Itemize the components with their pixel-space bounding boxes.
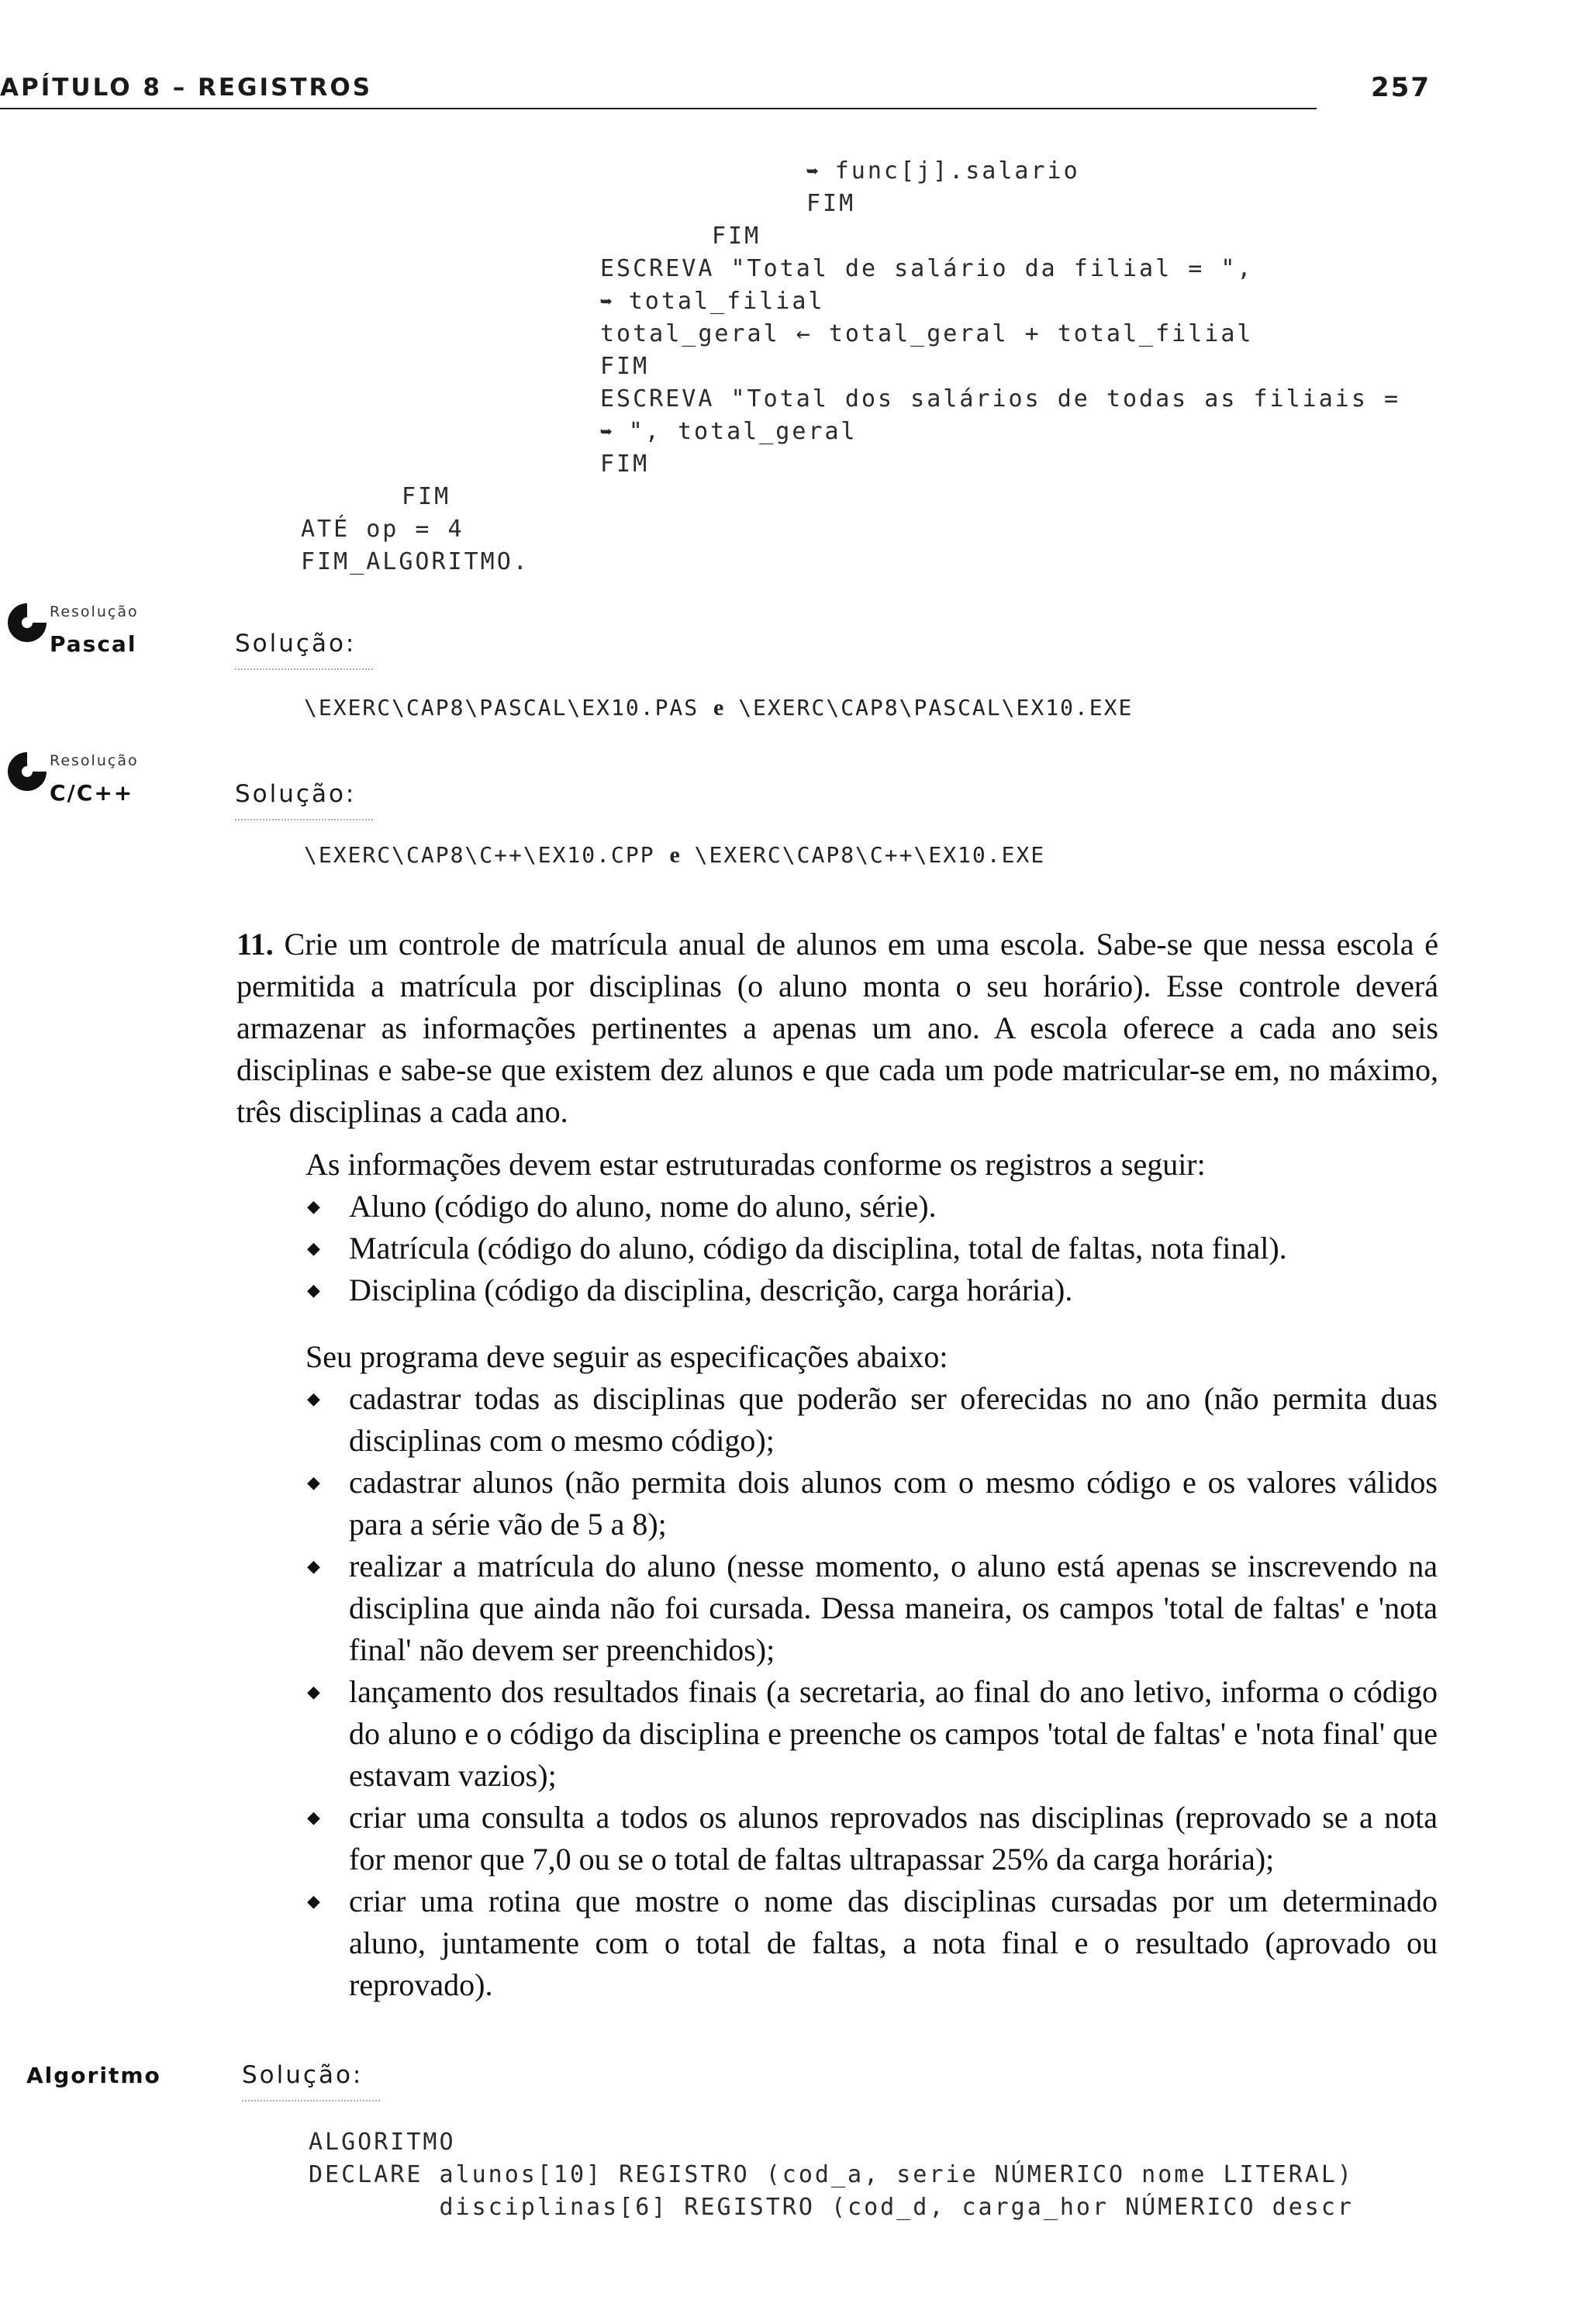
list-item: ◆ Disciplina (código da disciplina, descrição, carga horária). bbox=[306, 1269, 1438, 1311]
code-line: ESCREVA "Total de salário da filial = ", bbox=[600, 255, 1254, 282]
page-number: 257 bbox=[1371, 72, 1431, 103]
solution-underline bbox=[235, 819, 373, 820]
resolution-language-label: Pascal bbox=[50, 631, 137, 657]
spec-intro: Seu programa deve seguir as especificações abaixo: bbox=[306, 1339, 948, 1374]
code-line: FIM bbox=[600, 353, 650, 380]
disk-icon bbox=[6, 602, 48, 644]
code-line: FIM bbox=[806, 190, 856, 217]
code-line: ➥ ", total_geral bbox=[600, 418, 858, 445]
header-rule bbox=[0, 108, 1317, 109]
file-paths: \EXERC\CAP8\C++\EX10.CPP e \EXERC\CAP8\C++\EX10.EXE bbox=[304, 842, 1046, 868]
code-line: disciplinas[6] REGISTRO (cod_d, carga_hor NÚMERICO descr bbox=[309, 2194, 1354, 2221]
solution-label: Solução: bbox=[242, 2061, 364, 2089]
resolution-language-label: Algoritmo bbox=[26, 2063, 161, 2088]
solution-underline bbox=[235, 668, 373, 670]
list-item: ◆ criar uma consulta a todos os alunos reprovados nas disciplinas (reprovado se a nota for menor que 7,0 ou se o total de faltas ultrapassar 25% da carga horária); bbox=[306, 1797, 1438, 1880]
resolution-small-label: Resolução bbox=[50, 752, 139, 769]
resolution-small-label: Resolução bbox=[50, 603, 139, 620]
code-line: FIM_ALGORITMO. bbox=[301, 548, 530, 575]
code-line: total_geral ← total_geral + total_filial bbox=[600, 320, 1254, 347]
code-line: ESCREVA "Total dos salários de todas as filiais = bbox=[600, 385, 1401, 413]
code-line: DECLARE alunos[10] REGISTRO (cod_a, serie NÚMERICO nome LITERAL) bbox=[309, 2161, 1354, 2188]
continuation-arrow-icon: ➥ bbox=[806, 161, 819, 184]
continuation-arrow-icon: ➥ bbox=[600, 421, 613, 444]
resolution-language-label: C/C++ bbox=[50, 780, 134, 806]
code-line: ALGORITMO bbox=[309, 2129, 456, 2156]
exercise-number: 11. bbox=[236, 927, 274, 962]
records-list bbox=[306, 1186, 1438, 1311]
spec-list bbox=[306, 1378, 1438, 2006]
code-line: FIM bbox=[402, 483, 451, 510]
list-item: ◆ lançamento dos resultados finais (a secretaria, ao final do ano letivo, informa o código do aluno e o código da disciplina e preenche os campos 'total de faltas' e 'nota final' que estavam vazios); bbox=[306, 1671, 1438, 1797]
exercise-intro: 11. Crie um controle de matrícula anual de alunos em uma escola. Sabe-se que nessa escola é permitida a matrícula por disciplinas (o aluno monta o seu horário). Esse controle deverá armazenar as informações pertinentes a apenas um ano. A escola oferece a cada ano seis disciplinas e sabe-se que existem dez alunos e que cada um pode matricular-se em, no máximo, três disciplinas a cada ano. bbox=[236, 927, 1439, 1129]
list-item: ◆ cadastrar alunos (não permita dois alunos com o mesmo código e os valores válidos para a série vão de 5 a 8); bbox=[306, 1462, 1438, 1545]
solution-underline bbox=[242, 2100, 380, 2101]
list-item: ◆ cadastrar todas as disciplinas que poderão ser oferecidas no ano (não permita duas disciplinas com o mesmo código); bbox=[306, 1378, 1438, 1462]
chapter-header: APÍTULO 8 – REGISTROS bbox=[0, 74, 373, 102]
list-item: ◆ realizar a matrícula do aluno (nesse momento, o aluno está apenas se inscrevendo na disciplina que ainda não foi cursada. Dessa maneira, os campos 'total de faltas' e 'nota final' não devem ser preenchidos); bbox=[306, 1545, 1438, 1671]
continuation-arrow-icon: ➥ bbox=[600, 291, 613, 314]
code-line: ➥ func[j].salario bbox=[806, 157, 1080, 185]
code-line: FIM bbox=[712, 223, 761, 250]
solution-label: Solução: bbox=[235, 780, 357, 808]
list-item: ◆ Aluno (código do aluno, nome do aluno, série). bbox=[306, 1186, 1438, 1228]
list-item: ◆ Matrícula (código do aluno, código da disciplina, total de faltas, nota final). bbox=[306, 1228, 1438, 1269]
list-item: ◆ criar uma rotina que mostre o nome das disciplinas cursadas por um determinado aluno, juntamente com o total de faltas, a nota final e o resultado (aprovado ou reprovado). bbox=[306, 1880, 1438, 2006]
solution-label: Solução: bbox=[235, 630, 357, 658]
records-intro: As informações devem estar estruturadas conforme os registros a seguir: bbox=[306, 1147, 1206, 1182]
code-line: ➥ total_filial bbox=[600, 288, 825, 315]
disk-icon bbox=[6, 751, 48, 793]
code-line: ATÉ op = 4 bbox=[301, 516, 464, 543]
code-line: FIM bbox=[600, 451, 650, 478]
file-paths: \EXERC\CAP8\PASCAL\EX10.PAS e \EXERC\CAP8\PASCAL\EX10.EXE bbox=[304, 695, 1134, 720]
